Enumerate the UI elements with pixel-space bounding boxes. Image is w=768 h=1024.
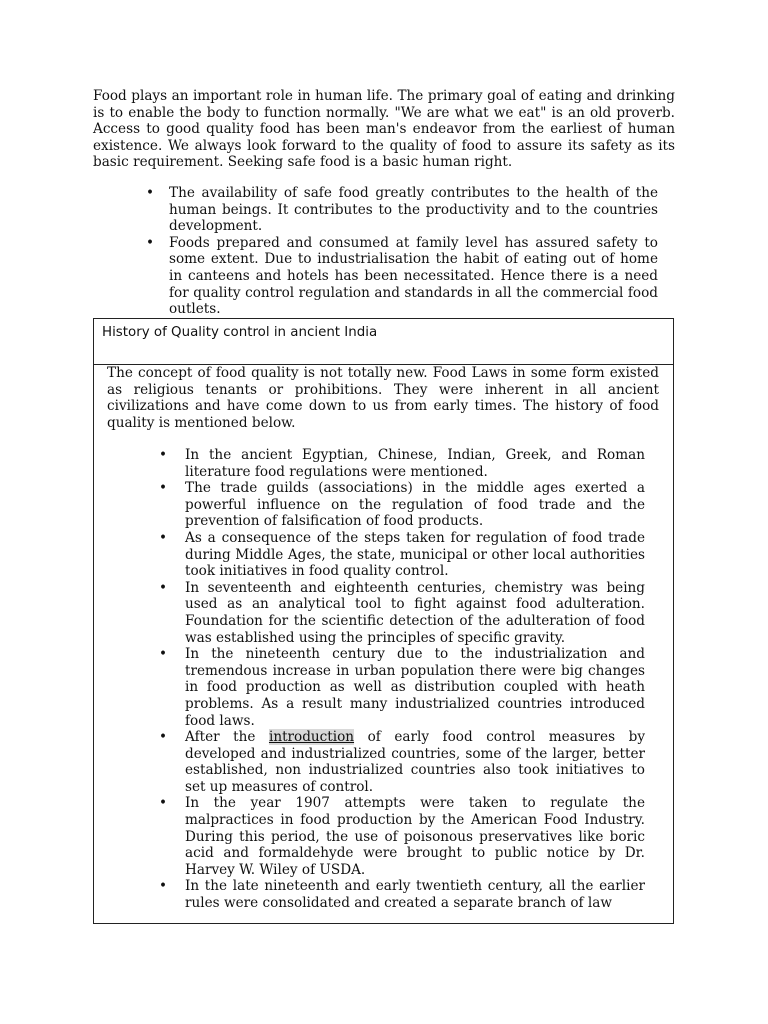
list-item [145,185,658,235]
intro-paragraph: Food plays an important role in human life. The primary goal of eating and drinking is to enable the body to function normally. "We are what we eat" is an old proverb. Access to good quality food has been man's endeavor from the earliest of human existence. We always look forward to the quality of food to assure its safety as its basic requirement. Seeking safe food is a basic human right. [93,88,675,171]
list-item [158,480,645,530]
list-item [158,646,645,729]
list-item-text: In the ancient Egyptian, Chinese, Indian, Greek, and Roman literature food regulations were mentioned. [185,447,645,480]
list-item [158,878,645,911]
highlighted-word[interactable]: introduction [268,729,355,746]
list-item-text: In the nineteenth century due to the industrialization and tremendous increase in urban population there were big changes in food production as well as distribution coupled with heath problems. As a result many industrialized countries introduced food laws. [185,646,645,729]
bullet-icon: • [145,185,155,201]
text-segment: of early food control measures by developed and industrialized countries, some of the larger, better established, non industrialized countries also took initiatives to set up measures of control. [185,729,645,795]
text-segment: After the [185,729,269,746]
list-item-text: As a consequence of the steps taken for regulation of food trade during Middle Ages, the state, municipal or other local authorities took initiatives in food quality control. [185,529,645,580]
intro-bullet-list [145,185,658,318]
list-item-text: The availability of safe food greatly contributes to the health of the human beings. It contributes to the productivity and to the countries development. [169,185,658,235]
list-item-text: The trade guilds (associations) in the middle ages exerted a powerful influence on the regulation of food trade and the prevention of falsification of food products. [185,480,645,530]
bullet-icon: • [158,529,168,546]
history-intro-paragraph: The concept of food quality is not totally new. Food Laws in some form existed as religious tenants or prohibitions. They were inherent in all ancient civilizations and have come down to us from early times. The history of food quality is mentioned below. [107,365,659,431]
bullet-icon: • [145,234,155,251]
list-item-text [185,729,645,795]
bullet-icon: • [158,729,168,746]
list-item [158,580,645,646]
bullet-icon: • [158,579,168,596]
bullet-icon: • [158,878,168,895]
list-item [145,235,658,318]
bullet-icon: • [158,447,168,463]
list-item-text: In the year 1907 attempts were taken to regulate the malpractices in food production by the American Food Industry. During this period, the use of poisonous preservatives like boric acid and formaldehyde were brought to public notice by Dr. Harvey W. Wiley of USDA. [185,795,645,878]
history-box [93,318,674,924]
list-item [158,795,645,878]
bullet-icon: • [158,646,168,663]
list-item-text: In the late nineteenth and early twentieth century, all the earlier rules were consolidated and created a separate branch of law [185,878,645,912]
list-item [158,530,645,580]
list-item [158,729,645,795]
history-list [158,447,645,912]
list-item-text: Foods prepared and consumed at family level has assured safety to some extent. Due to industrialisation the habit of eating out of home in canteens and hotels has been necessitated. Hence there is a need for quality control regulation and standards in all the commercial food outlets. [169,234,658,318]
history-box-heading: History of Quality control in ancient India [94,319,673,365]
bullet-icon: • [158,480,168,497]
list-item [158,447,645,480]
bullet-icon: • [158,795,168,812]
list-item-text: In seventeenth and eighteenth centuries, chemistry was being used as an analytical tool to fight against food adulteration. Foundation for the scientific detection of the adulteration of food was established using the principles of specific gravity. [185,579,645,646]
